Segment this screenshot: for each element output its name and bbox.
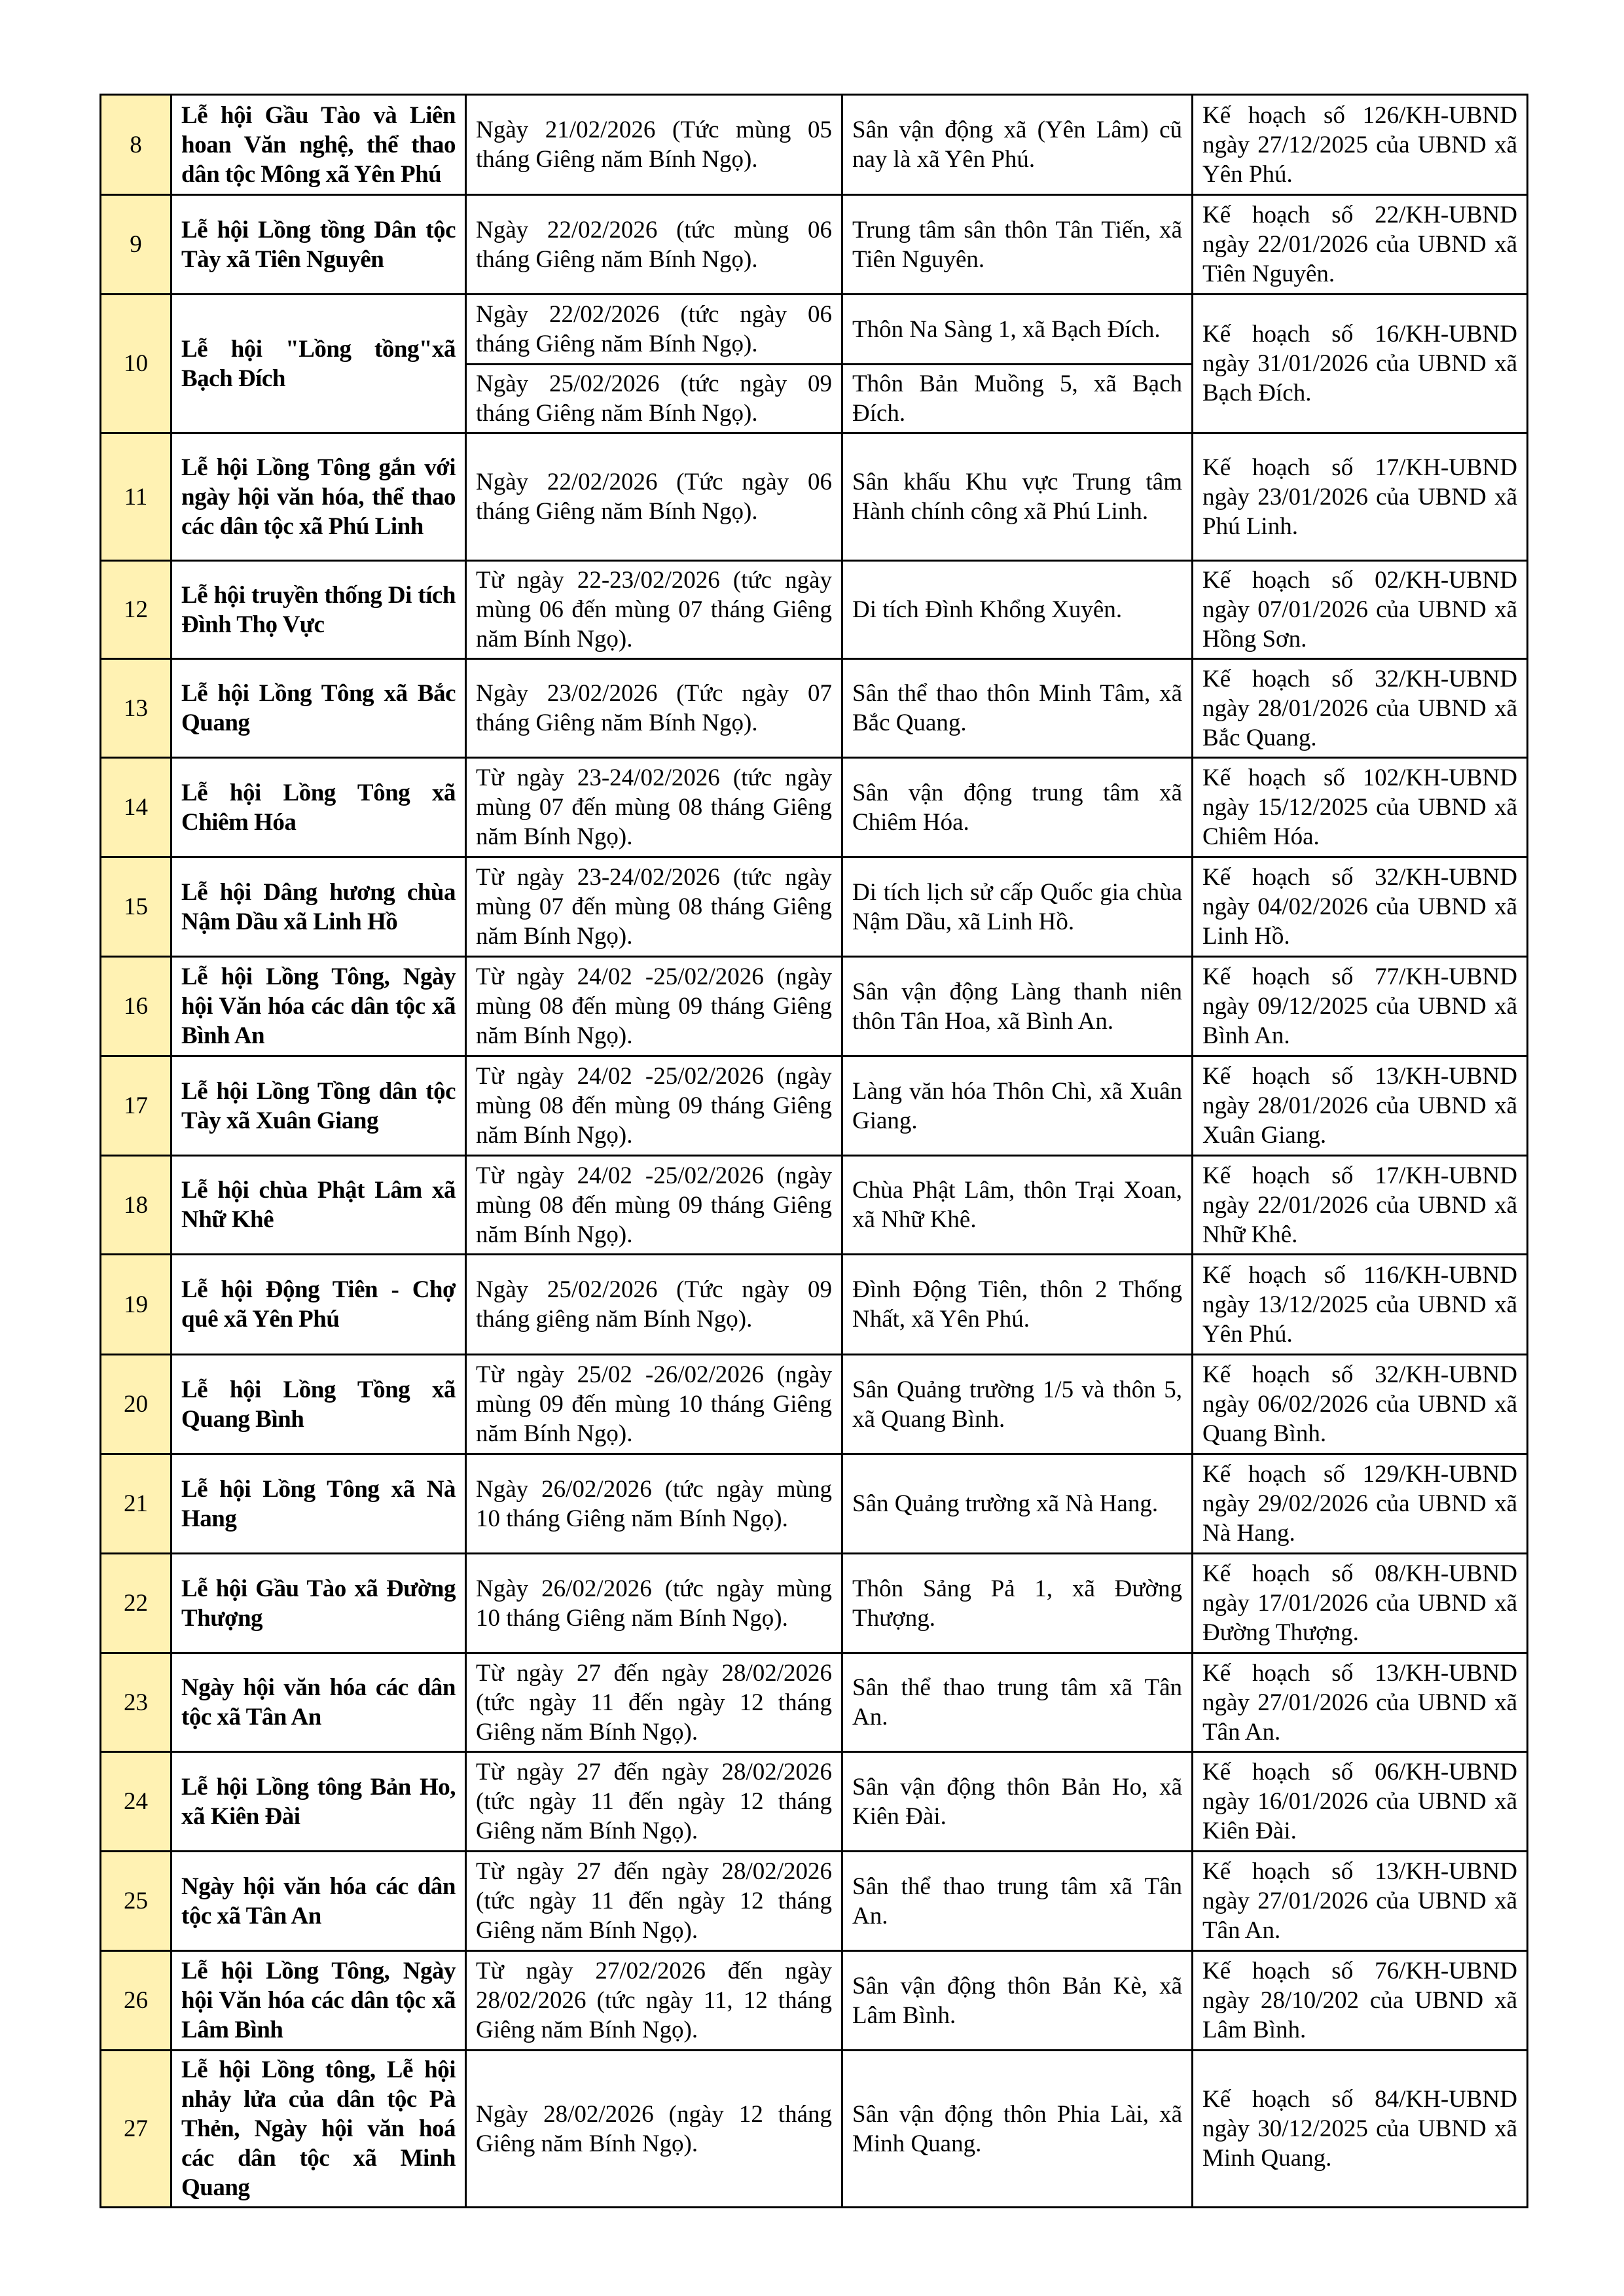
plan-reference: Kế hoạch số 08/KH-UBND ngày 17/01/2026 của UBND xã Đường Thượng. xyxy=(1193,1554,1528,1653)
table-row xyxy=(101,1056,1528,1156)
festival-time: Từ ngày 27/02/2026 đến ngày 28/02/2026 (tức ngày 11, 12 tháng Giêng năm Bính Ngọ). xyxy=(466,1951,842,2051)
plan-reference: Kế hoạch số 32/KH-UBND ngày 06/02/2026 của UBND xã Quang Bình. xyxy=(1193,1355,1528,1454)
table-row xyxy=(101,561,1528,659)
festival-name: Lễ hội Lồng Tông xã Chiêm Hóa xyxy=(171,758,466,857)
festival-time: Từ ngày 24/02 -25/02/2026 (ngày mùng 08 đến mùng 09 tháng Giêng năm Bính Ngọ). xyxy=(466,1056,842,1156)
table-row xyxy=(101,195,1528,295)
row-number: 16 xyxy=(101,957,171,1056)
table-row xyxy=(101,95,1528,195)
plan-reference: Kế hoạch số 06/KH-UBND ngày 16/01/2026 của UBND xã Kiên Đài. xyxy=(1193,1752,1528,1852)
row-number: 26 xyxy=(101,1951,171,2051)
festival-location: Sân vận động thôn Bản Ho, xã Kiên Đài. xyxy=(842,1752,1193,1852)
festival-location: Sân thể thao trung tâm xã Tân An. xyxy=(842,1653,1193,1752)
table-row xyxy=(101,1355,1528,1454)
table-row xyxy=(101,758,1528,857)
table-row xyxy=(101,1255,1528,1355)
festival-time: Từ ngày 24/02 -25/02/2026 (ngày mùng 08 đến mùng 09 tháng Giêng năm Bính Ngọ). xyxy=(466,957,842,1056)
festival-location: Sân vận động thôn Bản Kè, xã Lâm Bình. xyxy=(842,1951,1193,2051)
festival-location: Di tích lịch sử cấp Quốc gia chùa Nậm Dầu, xã Linh Hồ. xyxy=(842,857,1193,957)
plan-reference: Kế hoạch số 13/KH-UBND ngày 27/01/2026 của UBND xã Tân An. xyxy=(1193,1653,1528,1752)
festival-location: Sân Quảng trường xã Nà Hang. xyxy=(842,1454,1193,1554)
festival-time: Ngày 26/02/2026 (tức ngày mùng 10 tháng Giêng năm Bính Ngọ). xyxy=(466,1454,842,1554)
festival-time: Từ ngày 24/02 -25/02/2026 (ngày mùng 08 đến mùng 09 tháng Giêng năm Bính Ngọ). xyxy=(466,1156,842,1255)
festival-name: Ngày hội văn hóa các dân tộc xã Tân An xyxy=(171,1852,466,1951)
plan-reference: Kế hoạch số 126/KH-UBND ngày 27/12/2025 của UBND xã Yên Phú. xyxy=(1193,95,1528,195)
festival-location: Đình Động Tiên, thôn 2 Thống Nhất, xã Yên Phú. xyxy=(842,1255,1193,1355)
row-number: 27 xyxy=(101,2051,171,2208)
table-row xyxy=(101,957,1528,1056)
row-number: 23 xyxy=(101,1653,171,1752)
festival-time: Từ ngày 27 đến ngày 28/02/2026 (tức ngày 11 đến ngày 12 tháng Giêng năm Bính Ngọ). xyxy=(466,1752,842,1852)
plan-reference: Kế hoạch số 02/KH-UBND ngày 07/01/2026 của UBND xã Hồng Sơn. xyxy=(1193,561,1528,659)
festival-time: Ngày 26/02/2026 (tức ngày mùng 10 tháng Giêng năm Bính Ngọ). xyxy=(466,1554,842,1653)
table-row xyxy=(101,1554,1528,1653)
row-number: 13 xyxy=(101,659,171,758)
row-number: 14 xyxy=(101,758,171,857)
plan-reference: Kế hoạch số 76/KH-UBND ngày 28/10/202 của UBND xã Lâm Bình. xyxy=(1193,1951,1528,2051)
festival-time: Từ ngày 27 đến ngày 28/02/2026 (tức ngày 11 đến ngày 12 tháng Giêng năm Bính Ngọ). xyxy=(466,1653,842,1752)
table-row xyxy=(101,1752,1528,1852)
festival-time: Ngày 21/02/2026 (Tức mùng 05 tháng Giêng năm Bính Ngọ). xyxy=(466,95,842,195)
festival-location: Sân vận động thôn Phia Lài, xã Minh Quang. xyxy=(842,2051,1193,2208)
festival-name: Lễ hội Lồng Tông, Ngày hội Văn hóa các dân tộc xã Lâm Bình xyxy=(171,1951,466,2051)
festival-location: Di tích Đình Khổng Xuyên. xyxy=(842,561,1193,659)
plan-reference: Kế hoạch số 13/KH-UBND ngày 27/01/2026 của UBND xã Tân An. xyxy=(1193,1852,1528,1951)
plan-reference: Kế hoạch số 16/KH-UBND ngày 31/01/2026 của UBND xã Bạch Đích. xyxy=(1193,295,1528,433)
festival-name: Lễ hội Lồng Tông xã Bắc Quang xyxy=(171,659,466,758)
row-number: 20 xyxy=(101,1355,171,1454)
festival-time: Ngày 25/02/2026 (Tức ngày 09 tháng giêng năm Bính Ngọ). xyxy=(466,1255,842,1355)
table-row xyxy=(101,1653,1528,1752)
row-number: 15 xyxy=(101,857,171,957)
festival-time: Từ ngày 27 đến ngày 28/02/2026 (tức ngày 11 đến ngày 12 tháng Giêng năm Bính Ngọ). xyxy=(466,1852,842,1951)
plan-reference: Kế hoạch số 77/KH-UBND ngày 09/12/2025 của UBND xã Bình An. xyxy=(1193,957,1528,1056)
plan-reference: Kế hoạch số 32/KH-UBND ngày 04/02/2026 của UBND xã Linh Hồ. xyxy=(1193,857,1528,957)
festival-location: Chùa Phật Lâm, thôn Trại Xoan, xã Nhữ Khê. xyxy=(842,1156,1193,1255)
festival-location: Sân Quảng trường 1/5 và thôn 5, xã Quang Bình. xyxy=(842,1355,1193,1454)
festival-location: Làng văn hóa Thôn Chì, xã Xuân Giang. xyxy=(842,1056,1193,1156)
festival-time: Từ ngày 25/02 -26/02/2026 (ngày mùng 09 đến mùng 10 tháng Giêng năm Bính Ngọ). xyxy=(466,1355,842,1454)
festival-time: Ngày 22/02/2026 (tức ngày 06 tháng Giêng năm Bính Ngọ). xyxy=(466,295,842,365)
plan-reference: Kế hoạch số 102/KH-UBND ngày 15/12/2025 của UBND xã Chiêm Hóa. xyxy=(1193,758,1528,857)
table-row xyxy=(101,857,1528,957)
document-page xyxy=(99,94,1526,2208)
festival-name: Lễ hội Lồng tồng Dân tộc Tày xã Tiên Nguyên xyxy=(171,195,466,295)
festival-location-2: Thôn Bản Muồng 5, xã Bạch Đích. xyxy=(842,365,1193,433)
table-row xyxy=(101,659,1528,758)
row-number: 8 xyxy=(101,95,171,195)
festival-location: Sân thể thao thôn Minh Tâm, xã Bắc Quang. xyxy=(842,659,1193,758)
festival-time: Từ ngày 23-24/02/2026 (tức ngày mùng 07 đến mùng 08 tháng Giêng năm Bính Ngọ). xyxy=(466,758,842,857)
row-number: 25 xyxy=(101,1852,171,1951)
festival-location: Thôn Na Sàng 1, xã Bạch Đích. xyxy=(842,295,1193,365)
festival-name: Lễ hội chùa Phật Lâm xã Nhữ Khê xyxy=(171,1156,466,1255)
row-number: 9 xyxy=(101,195,171,295)
festival-time: Ngày 22/02/2026 (tức mùng 06 tháng Giêng năm Bính Ngọ). xyxy=(466,195,842,295)
row-number: 10 xyxy=(101,295,171,433)
plan-reference: Kế hoạch số 17/KH-UBND ngày 22/01/2026 của UBND xã Nhữ Khê. xyxy=(1193,1156,1528,1255)
festival-time: Ngày 28/02/2026 (ngày 12 tháng Giêng năm Bính Ngọ). xyxy=(466,2051,842,2208)
table-row xyxy=(101,1852,1528,1951)
festival-name: Lễ hội Lồng Tồng xã Quang Bình xyxy=(171,1355,466,1454)
festival-time-2: Ngày 25/02/2026 (tức ngày 09 tháng Giêng năm Bính Ngọ). xyxy=(466,365,842,433)
festival-name: Lễ hội "Lồng tồng"xã Bạch Đích xyxy=(171,295,466,433)
festival-name: Lễ hội Gầu Tào xã Đường Thượng xyxy=(171,1554,466,1653)
festival-name: Lễ hội Lồng Tông, Ngày hội Văn hóa các dân tộc xã Bình An xyxy=(171,957,466,1056)
plan-reference: Kế hoạch số 17/KH-UBND ngày 23/01/2026 của UBND xã Phú Linh. xyxy=(1193,433,1528,561)
table-row xyxy=(101,1951,1528,2051)
plan-reference: Kế hoạch số 13/KH-UBND ngày 28/01/2026 của UBND xã Xuân Giang. xyxy=(1193,1056,1528,1156)
festival-name: Lễ hội Động Tiên - Chợ quê xã Yên Phú xyxy=(171,1255,466,1355)
festival-name: Lễ hội Lồng Tồng dân tộc Tày xã Xuân Giang xyxy=(171,1056,466,1156)
festival-time: Từ ngày 22-23/02/2026 (tức ngày mùng 06 đến mùng 07 tháng Giêng năm Bính Ngọ). xyxy=(466,561,842,659)
festival-name: Lễ hội Lồng tông Bản Ho, xã Kiên Đài xyxy=(171,1752,466,1852)
festival-time: Ngày 22/02/2026 (Tức ngày 06 tháng Giêng năm Bính Ngọ). xyxy=(466,433,842,561)
festival-location: Thôn Sảng Pả 1, xã Đường Thượng. xyxy=(842,1554,1193,1653)
festival-name: Lễ hội Dâng hương chùa Nậm Dầu xã Linh Hồ xyxy=(171,857,466,957)
festival-time: Từ ngày 23-24/02/2026 (tức ngày mùng 07 đến mùng 08 tháng Giêng năm Bính Ngọ). xyxy=(466,857,842,957)
table-row xyxy=(101,295,1528,365)
festival-location: Sân vận động xã (Yên Lâm) cũ nay là xã Yên Phú. xyxy=(842,95,1193,195)
row-number: 12 xyxy=(101,561,171,659)
row-number: 17 xyxy=(101,1056,171,1156)
festival-name: Lễ hội truyền thống Di tích Đình Thọ Vực xyxy=(171,561,466,659)
plan-reference: Kế hoạch số 84/KH-UBND ngày 30/12/2025 của UBND xã Minh Quang. xyxy=(1193,2051,1528,2208)
festival-location: Sân vận động trung tâm xã Chiêm Hóa. xyxy=(842,758,1193,857)
festival-location: Sân vận động Làng thanh niên thôn Tân Hoa, xã Bình An. xyxy=(842,957,1193,1056)
festival-name: Ngày hội văn hóa các dân tộc xã Tân An xyxy=(171,1653,466,1752)
row-number: 22 xyxy=(101,1554,171,1653)
row-number: 11 xyxy=(101,433,171,561)
festival-schedule-table xyxy=(99,94,1528,2208)
festival-name: Lễ hội Lồng Tông gắn với ngày hội văn hóa, thể thao các dân tộc xã Phú Linh xyxy=(171,433,466,561)
plan-reference: Kế hoạch số 22/KH-UBND ngày 22/01/2026 của UBND xã Tiên Nguyên. xyxy=(1193,195,1528,295)
festival-name: Lễ hội Lồng Tông xã Nà Hang xyxy=(171,1454,466,1554)
plan-reference: Kế hoạch số 32/KH-UBND ngày 28/01/2026 của UBND xã Bắc Quang. xyxy=(1193,659,1528,758)
row-number: 21 xyxy=(101,1454,171,1554)
row-number: 19 xyxy=(101,1255,171,1355)
plan-reference: Kế hoạch số 129/KH-UBND ngày 29/02/2026 của UBND xã Nà Hang. xyxy=(1193,1454,1528,1554)
row-number: 24 xyxy=(101,1752,171,1852)
table-body xyxy=(101,95,1528,2208)
table-row xyxy=(101,1454,1528,1554)
festival-location: Trung tâm sân thôn Tân Tiến, xã Tiên Nguyên. xyxy=(842,195,1193,295)
festival-time: Ngày 23/02/2026 (Tức ngày 07 tháng Giêng năm Bính Ngọ). xyxy=(466,659,842,758)
festival-name: Lễ hội Lồng tông, Lễ hội nhảy lửa của dân tộc Pà Thẻn, Ngày hội văn hoá các dân tộc xã Minh Quang xyxy=(171,2051,466,2208)
festival-location: Sân thể thao trung tâm xã Tân An. xyxy=(842,1852,1193,1951)
row-number: 18 xyxy=(101,1156,171,1255)
table-row xyxy=(101,2051,1528,2208)
festival-location: Sân khấu Khu vực Trung tâm Hành chính công xã Phú Linh. xyxy=(842,433,1193,561)
table-row xyxy=(101,433,1528,561)
table-row xyxy=(101,1156,1528,1255)
plan-reference: Kế hoạch số 116/KH-UBND ngày 13/12/2025 của UBND xã Yên Phú. xyxy=(1193,1255,1528,1355)
festival-name: Lễ hội Gầu Tào và Liên hoan Văn nghệ, thể thao dân tộc Mông xã Yên Phú xyxy=(171,95,466,195)
